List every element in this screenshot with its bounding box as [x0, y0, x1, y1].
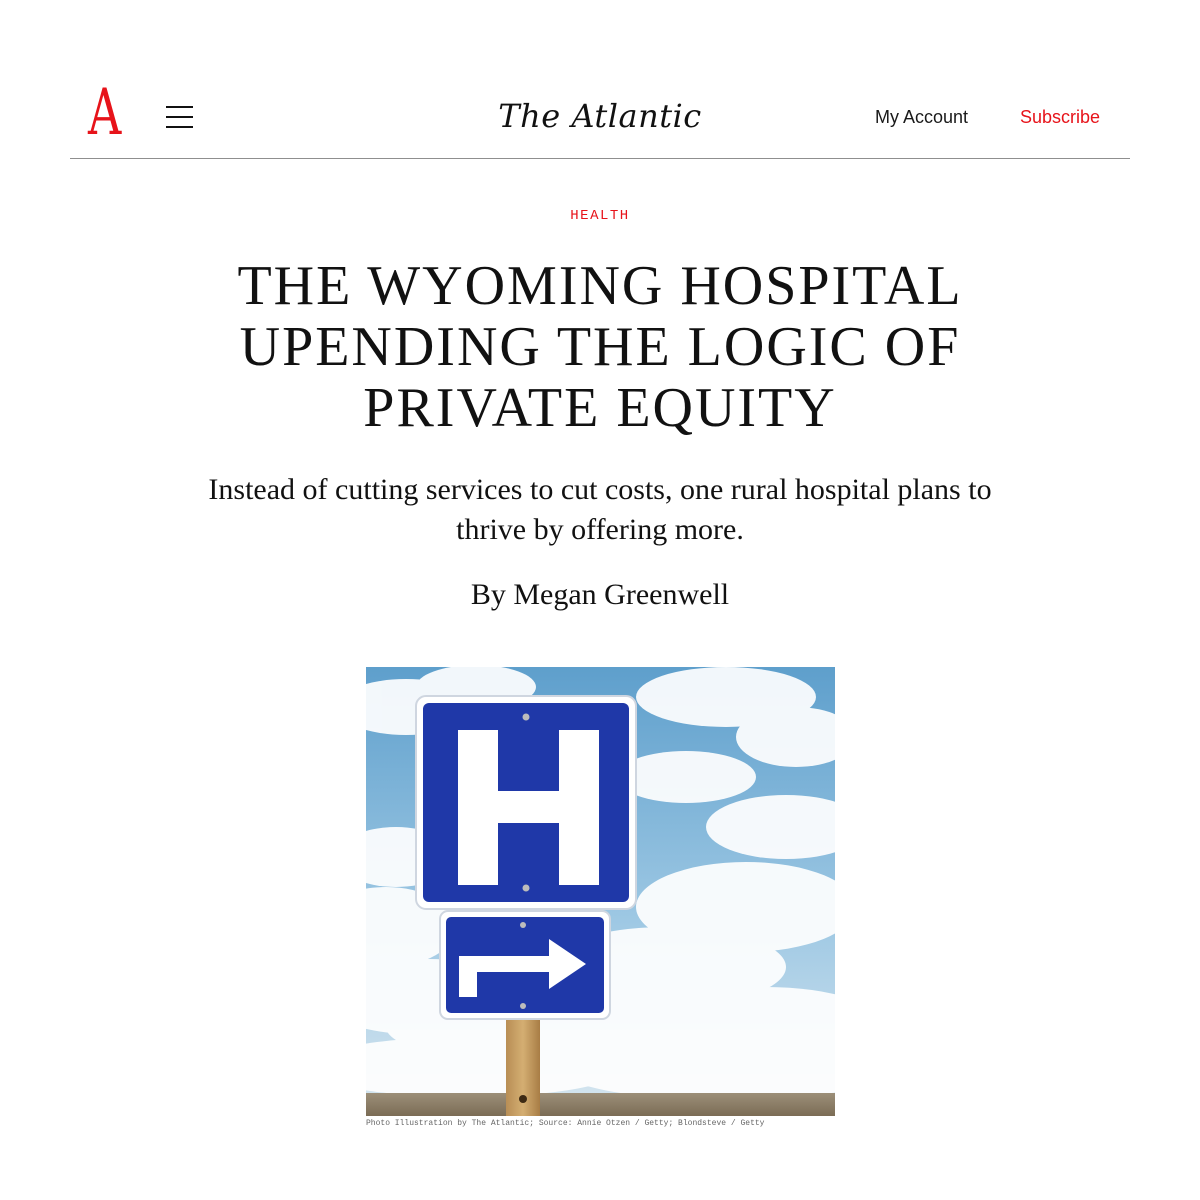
menu-line	[166, 116, 193, 118]
byline-prefix: By	[470, 578, 506, 611]
field	[366, 1093, 835, 1116]
subscribe-link[interactable]: Subscribe	[1020, 107, 1101, 127]
author-link[interactable]: Megan Greenwell	[513, 578, 730, 611]
section-label[interactable]: HEALTH	[570, 208, 630, 224]
hamburger-menu-icon[interactable]	[166, 106, 193, 128]
lead-image	[366, 667, 835, 1116]
article-title: THE WYOMING HOSPITAL UPENDING THE LOGIC OF PRIVATE EQUITY	[237, 255, 963, 439]
post-knot	[519, 1095, 527, 1103]
site-wordmark[interactable]: The Atlantic	[498, 97, 702, 135]
menu-line	[166, 126, 193, 128]
hospital-sign-illustration	[366, 667, 835, 1116]
site-header	[70, 70, 1130, 159]
atlantic-logo-icon[interactable]: A	[88, 76, 120, 150]
right-turn-arrow-sign	[440, 911, 610, 1019]
my-account-link[interactable]: My Account	[875, 107, 969, 127]
byline	[300, 575, 900, 615]
article-dek: Instead of cutting services to cut costs, one rural hospital plans to thrive by offering more.	[208, 473, 992, 546]
hospital-sign	[416, 696, 636, 909]
menu-line	[166, 106, 193, 108]
image-caption: Photo Illustration by The Atlantic; Source: Annie Otzen / Getty; Blondsteve / Getty	[366, 1119, 765, 1128]
